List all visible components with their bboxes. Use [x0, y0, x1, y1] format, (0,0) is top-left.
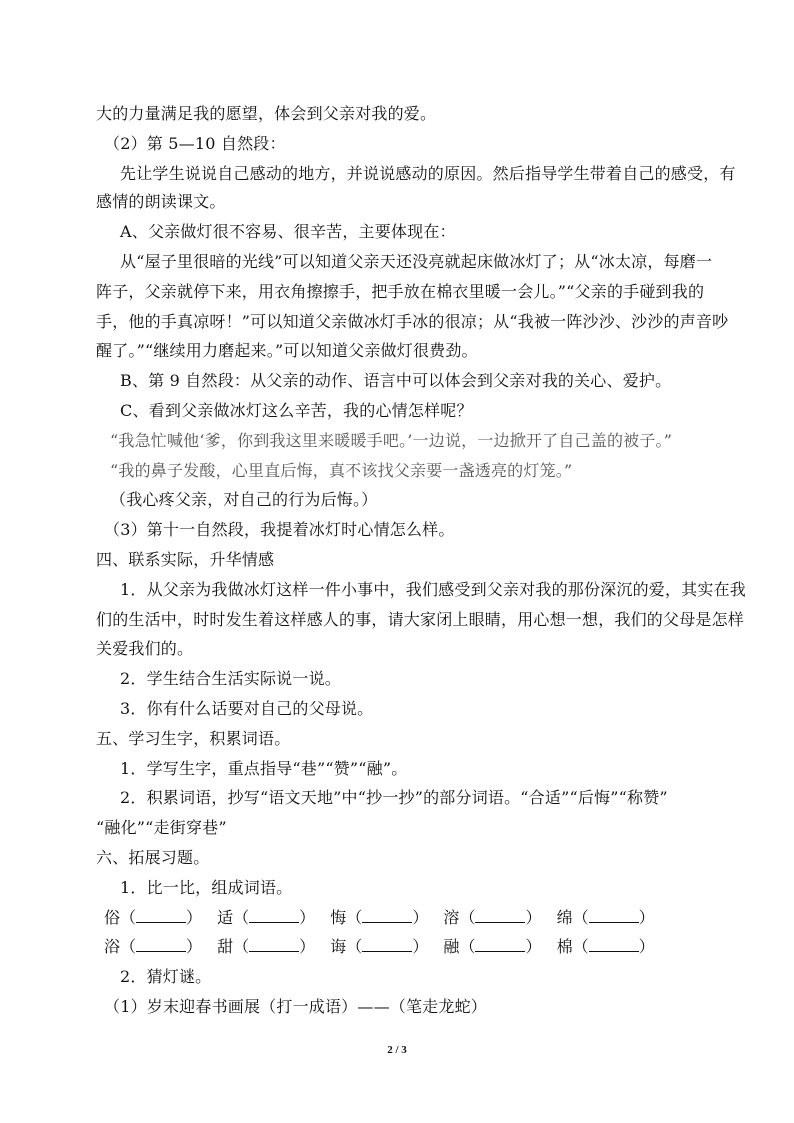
- exercise-row: 俗（ ） 适（ ） 悔（ ） 溶（ ） 绵（ ）: [104, 908, 655, 927]
- paragraph-line: 手，他的手真凉呀！”可以知道父亲做冰灯手冰的很凉；从“我被一阵沙沙、沙沙的声音吵: [96, 312, 729, 331]
- paragraph-line: 1．比一比，组成词语。: [120, 878, 293, 897]
- quote-line: “我的鼻子发酸，心里直后悔，真不该找父亲要一盏透亮的灯笼。”: [110, 461, 573, 480]
- paragraph-line: （1）岁末迎春书画展（打一成语）——（笔走龙蛇）: [104, 997, 487, 1016]
- paragraph-line: 1．从父亲为我做冰灯这样一件小事中，我们感受到父亲对我的那份深沉的爱，其实在我: [120, 580, 746, 599]
- exercise-char: 适: [217, 908, 234, 927]
- exercise-char: 浴: [104, 937, 121, 956]
- paragraph-line: 阵子，父亲就停下来，用衣角擦擦手，把手放在棉衣里暖一会儿。”“父亲的手碰到我的: [96, 282, 705, 301]
- paragraph-line: “融化”“走街穿巷”: [96, 818, 227, 837]
- answer-blank[interactable]: [249, 937, 299, 952]
- answer-blank[interactable]: [249, 908, 299, 923]
- paragraph-line: 们的生活中，时时发生着这样感人的事，请大家闭上眼睛，用心想一想，我们的父母是怎样: [96, 610, 745, 629]
- answer-blank[interactable]: [475, 908, 525, 923]
- paragraph-line: 1．学写生字，重点指导“巷”“赞”“融”。: [120, 759, 408, 778]
- point-heading: A、父亲做灯很不容易、很辛苦，主要体现在：: [120, 222, 456, 241]
- section-heading: 四、联系实际，升华情感: [96, 550, 275, 569]
- paragraph-line: 醒了。”“继续用力磨起来。”可以知道父亲做灯很费劲。: [96, 341, 478, 360]
- paragraph-line: 3．你有什么话要对自己的父母说。: [120, 699, 374, 718]
- point-heading: B、第 9 自然段：从父亲的动作、语言中可以体会到父亲对我的关心、爱护。: [120, 371, 672, 390]
- answer-blank[interactable]: [362, 937, 412, 952]
- paragraph-line: 2．猜灯谜。: [120, 967, 212, 986]
- answer-blank[interactable]: [136, 908, 186, 923]
- section-heading: 六、拓展习题。: [96, 848, 210, 867]
- subheading: （3）第十一自然段，我提着冰灯时心情怎么样。: [104, 520, 455, 539]
- answer-blank[interactable]: [475, 937, 525, 952]
- exercise-char: 俗: [104, 908, 121, 927]
- answer-blank[interactable]: [136, 937, 186, 952]
- paragraph-line: 2．积累词语，抄写“语文天地”中“抄一抄”的部分词语。“合适”“后悔”“称赞”: [120, 788, 668, 807]
- subheading: （2）第 5—10 自然段：: [104, 134, 286, 153]
- paragraph-line: （我心疼父亲，对自己的行为后悔。）: [110, 490, 378, 509]
- answer-blank[interactable]: [589, 937, 639, 952]
- paragraph-line: 2．学生结合生活实际说一说。: [120, 669, 341, 688]
- exercise-char: 甜: [217, 937, 234, 956]
- paragraph-line: 关爱我们的。: [96, 639, 194, 658]
- exercise-char: 棉: [556, 937, 573, 956]
- paragraph-line: 从“屋子里很暗的光线”可以知道父亲天还没亮就起床做冰灯了；从“冰太凉，每磨一: [120, 252, 713, 271]
- page-number: 2 / 3: [387, 1044, 407, 1056]
- exercise-char: 诲: [330, 937, 347, 956]
- answer-blank[interactable]: [362, 908, 412, 923]
- section-heading: 五、学习生字，积累词语。: [96, 729, 291, 748]
- paragraph-line: 感情的朗读课文。: [96, 192, 226, 211]
- exercise-char: 融: [443, 937, 460, 956]
- paragraph-line: 先让学生说说自己感动的地方，并说说感动的原因。然后指导学生带着自己的感受，有: [120, 164, 736, 183]
- quote-line: “我急忙喊他‘爹，你到我这里来暖暖手吧。’一边说，一边掀开了自己盖的被子。”: [110, 431, 673, 450]
- exercise-char: 绵: [556, 908, 573, 927]
- answer-blank[interactable]: [589, 908, 639, 923]
- exercise-row: 浴（ ） 甜（ ） 诲（ ） 融（ ） 棉（ ）: [104, 937, 655, 956]
- point-heading: C、看到父亲做冰灯这么辛苦，我的心情怎样呢？: [120, 401, 473, 420]
- exercise-char: 溶: [443, 908, 460, 927]
- exercise-char: 悔: [330, 908, 347, 927]
- paragraph-line: 大的力量满足我的愿望，体会到父亲对我的爱。: [96, 104, 437, 123]
